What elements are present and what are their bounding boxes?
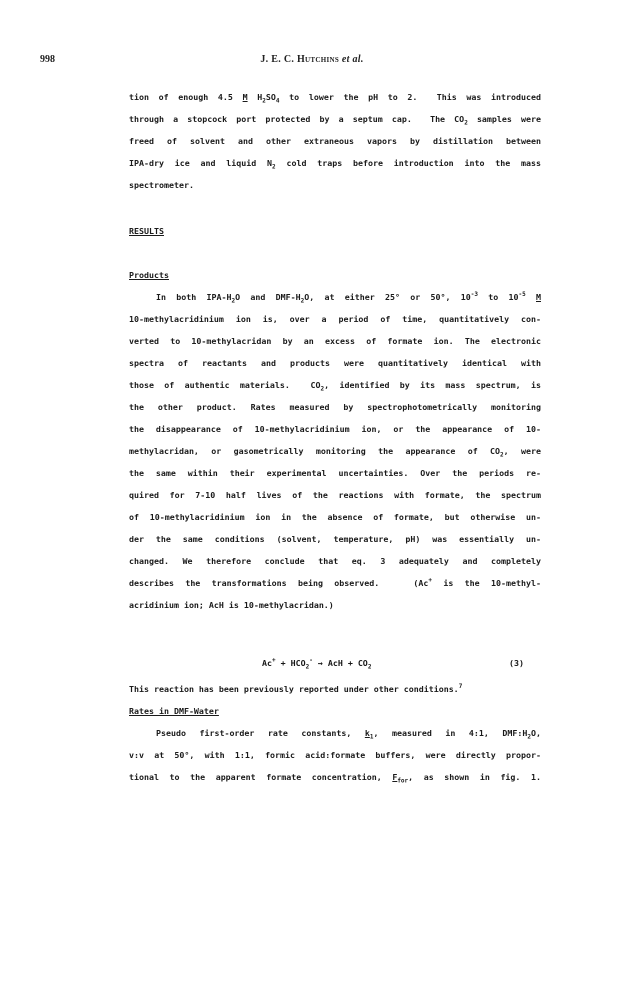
text-line: methylacridan, or gasometrically monitoring the appearance of $CO_2$, were bbox=[129, 446, 541, 459]
text-line: der the same conditions (solvent, temperature, pH) was essentially un- bbox=[129, 534, 541, 544]
text-line: the same within their experimental uncertainties. Over the periods re- bbox=[129, 468, 541, 478]
running-header bbox=[0, 54, 624, 65]
section-heading-results: RESULTS bbox=[129, 226, 164, 236]
subsection-heading-products: Products bbox=[129, 270, 169, 280]
text-line: freed of solvent and other extraneous vapors by distillation between bbox=[129, 136, 541, 146]
text-line: the disappearance of 10-methylacridinium ion, or the appearance of 10- bbox=[129, 424, 541, 434]
text-line: tional to the apparent formate concentration, $F_{for}$, as shown in fig. 1. bbox=[129, 772, 541, 785]
text-line: 10-methylacridinium ion is, over a period of time, quantitatively con- bbox=[129, 314, 541, 324]
text-line: of 10-methylacridinium ion in the absence of formate, but otherwise un- bbox=[129, 512, 541, 522]
text-line: v:v at 50°, with 1:1, formic acid:formate buffers, were directly propor- bbox=[129, 750, 541, 760]
text-line: spectrometer. bbox=[129, 180, 194, 190]
text-line: acridinium ion; AcH is 10-methylacridan.) bbox=[129, 600, 334, 610]
equation-3: $Ac^+ + HCO_2^-$ → AcH + $CO_2$ bbox=[262, 657, 372, 671]
text-line: changed. We therefore conclude that eq. 3 adequately and completely bbox=[129, 556, 541, 566]
text-line: Pseudo first-order rate constants, $k_1$, measured in 4:1, $DMF:H_2O$, bbox=[156, 728, 541, 741]
text-line: through a stopcock port protected by a septum cap. The $CO_2$ samples were bbox=[129, 114, 542, 127]
subsection-heading-rates: Rates in DMF-Water bbox=[129, 706, 219, 716]
text-line: IPA-dry ice and liquid $N_2$ cold traps before introduction into the mass bbox=[129, 158, 541, 171]
text-line: verted to 10-methylacridan by an excess of formate ion. The electronic bbox=[129, 336, 541, 346]
equation-number: (3) bbox=[509, 658, 524, 668]
text-line: tion of enough 4.5 M $H_2SO_4$ to lower the pH to 2. This was introduced bbox=[129, 92, 541, 105]
author-suffix: et al. bbox=[339, 54, 364, 65]
text-line: In both IPA-$H_2O$ and DMF-$H_2O$, at either 25° or 50°, $10^{-3}$ to $10^{-5}$ M bbox=[156, 291, 541, 305]
text-line: spectra of reactants and products were quantitatively identical with bbox=[129, 358, 541, 368]
page-number: 998 bbox=[40, 54, 55, 65]
text-line: describes the transformations being observed. (Ac+ is the 10-methyl- bbox=[129, 577, 541, 588]
author-prefix: J. E. C. bbox=[260, 54, 297, 65]
text-line: those of authentic materials. $CO_2$, identified by its mass spectrum, is bbox=[129, 380, 541, 393]
text-line: the other product. Rates measured by spectrophotometrically monitoring bbox=[129, 402, 541, 412]
author-name: Hutchins bbox=[296, 54, 340, 65]
text-line: quired for 7-10 half lives of the reactions with formate, the spectrum bbox=[129, 490, 541, 500]
text-line: This reaction has been previously reported under other conditions.$^7$ bbox=[129, 683, 463, 694]
